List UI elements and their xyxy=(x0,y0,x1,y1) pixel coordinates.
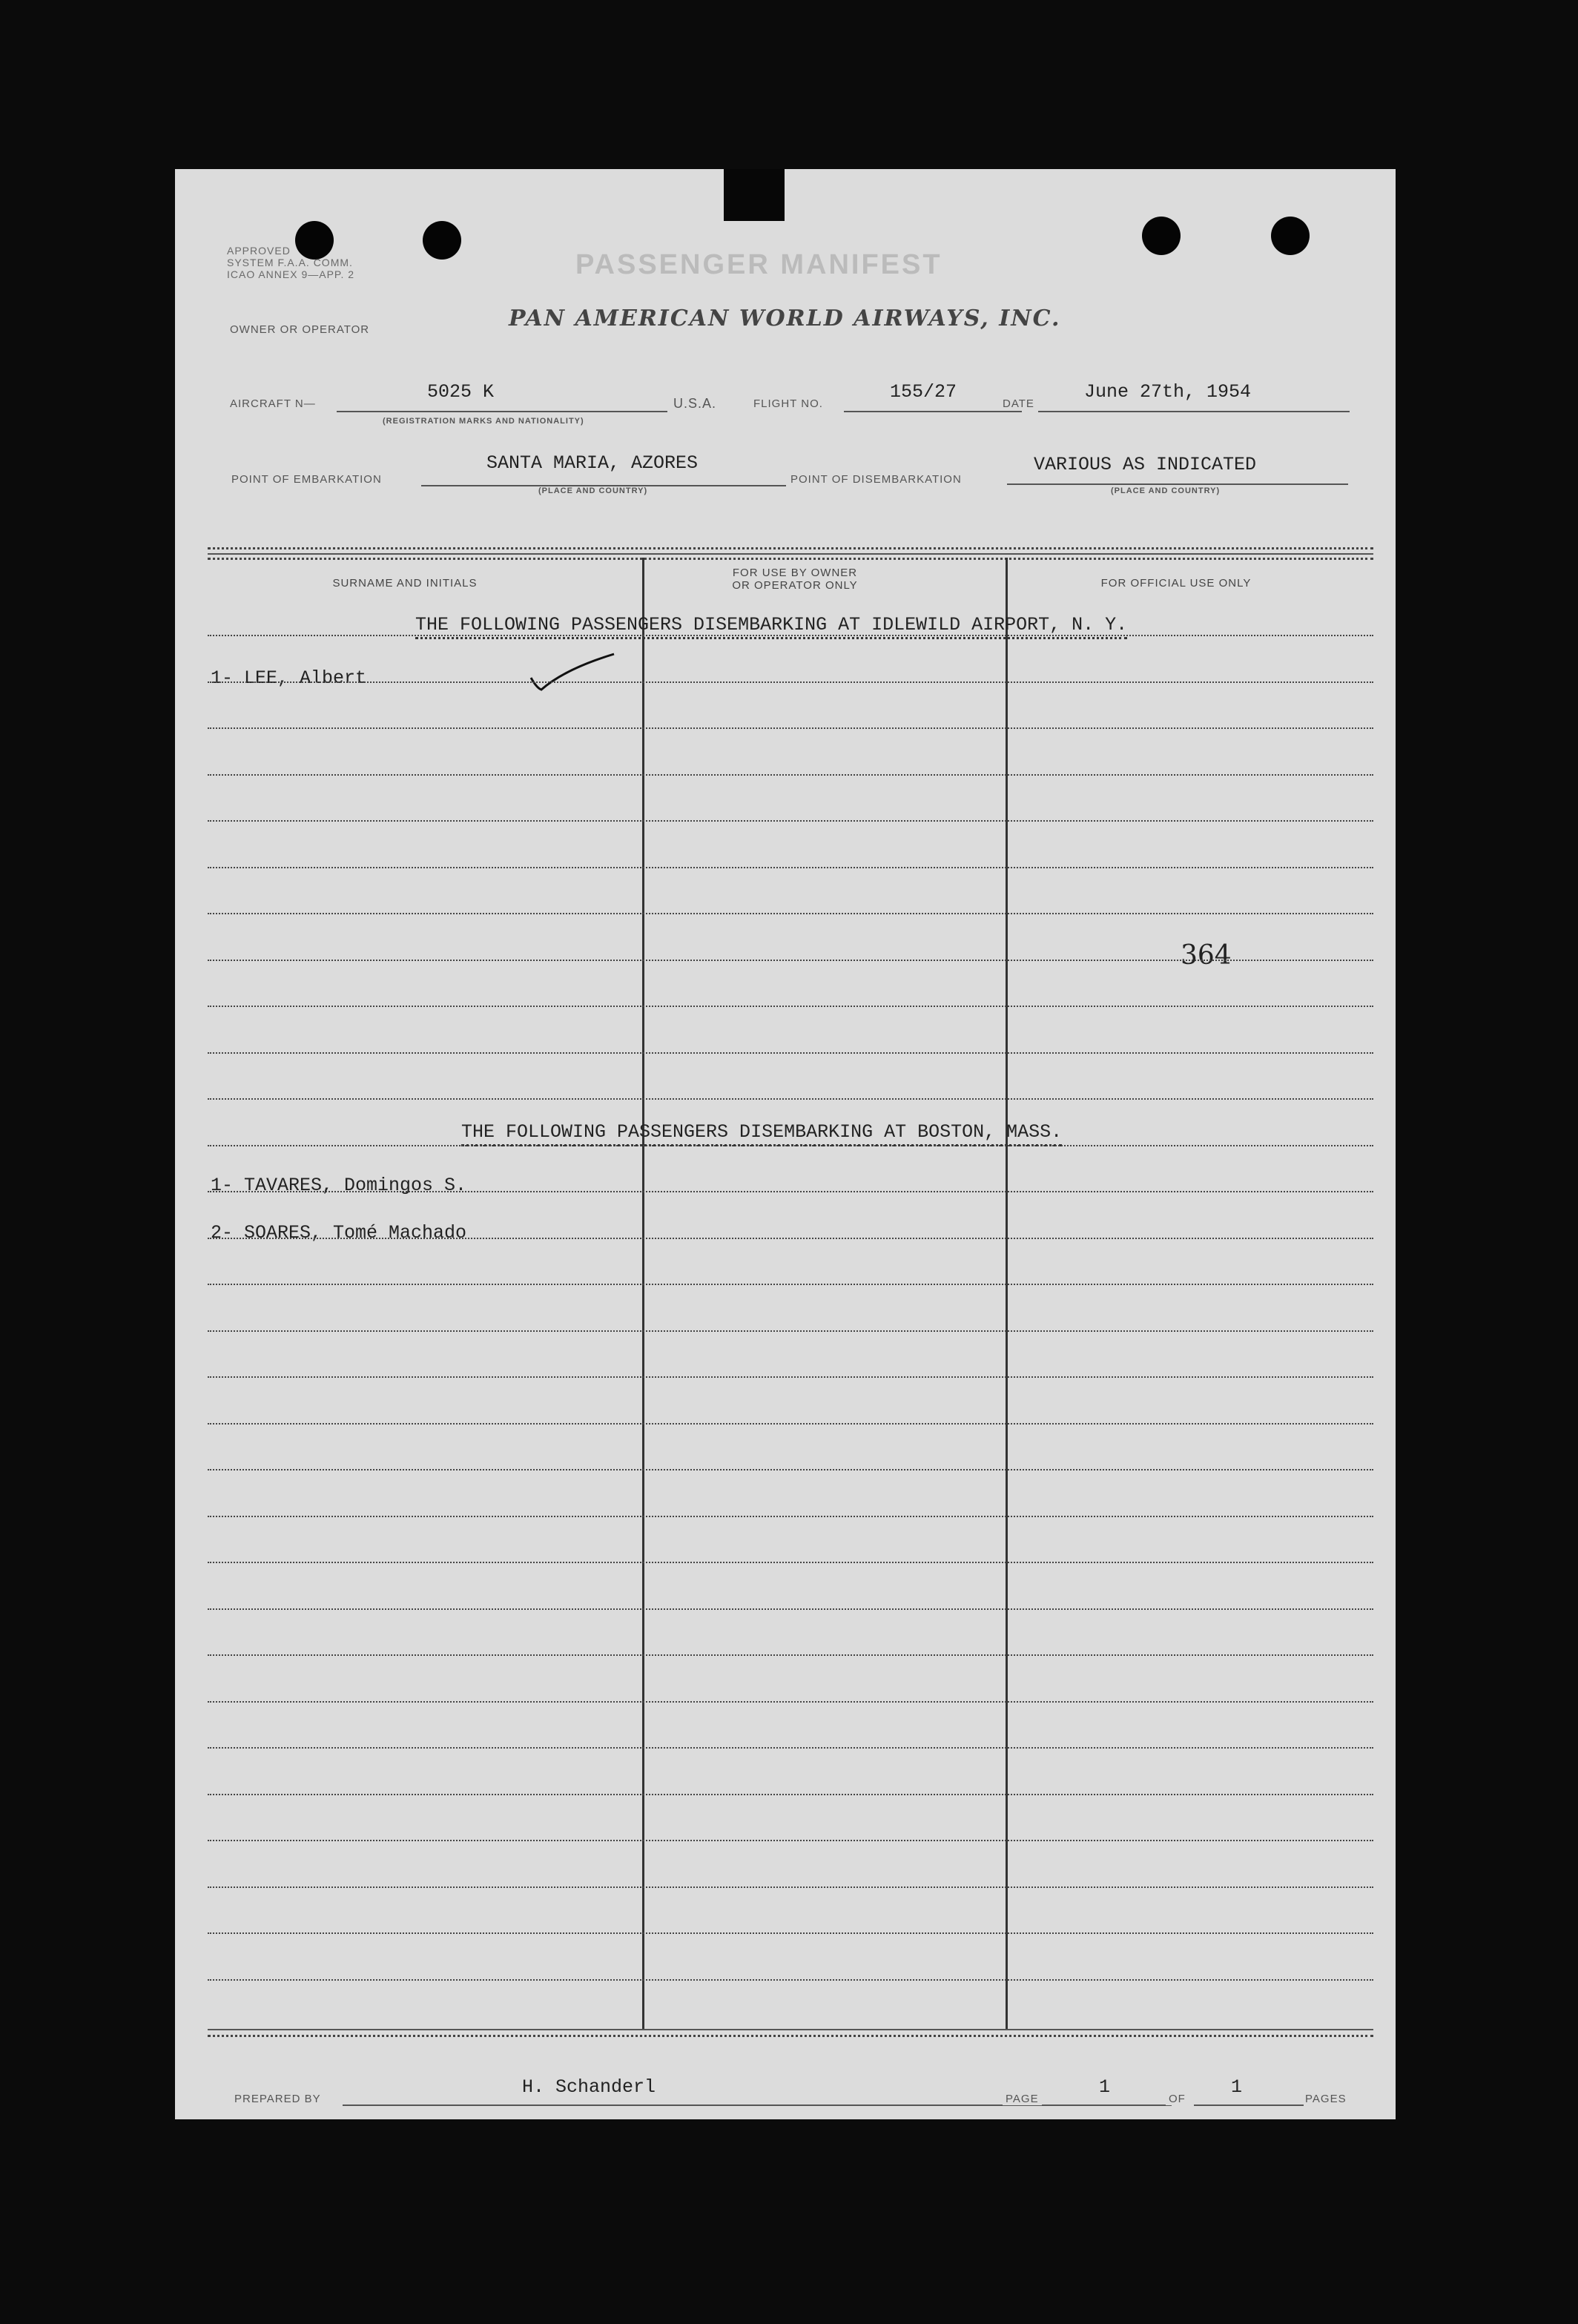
row-line xyxy=(208,727,1373,729)
punch-hole xyxy=(423,221,461,260)
usa-label: U.S.A. xyxy=(673,396,717,411)
section-heading-boston: THE FOLLOWING PASSENGERS DISEMBARKING AT BOSTON, MASS. xyxy=(461,1121,1062,1143)
passenger-row: 1- TAVARES, Domingos S. xyxy=(211,1175,467,1196)
row-line xyxy=(208,1098,1373,1100)
row-line xyxy=(208,774,1373,776)
embarkation-label: POINT OF EMBARKATION xyxy=(231,473,382,486)
row-line xyxy=(208,1191,1373,1192)
paper-notch xyxy=(724,169,785,221)
row-line xyxy=(208,820,1373,822)
page-label: PAGE xyxy=(1003,2093,1042,2105)
row-line xyxy=(208,635,1373,636)
page-value: 1 xyxy=(1099,2076,1111,2098)
row-line xyxy=(208,1608,1373,1610)
aircraft-label: AIRCRAFT N— xyxy=(230,397,316,410)
prepared-by-label: PREPARED BY xyxy=(234,2093,321,2105)
row-line xyxy=(208,1330,1373,1332)
row-line xyxy=(208,1794,1373,1795)
prepared-by-value: H. Schanderl xyxy=(522,2076,656,2098)
manifest-sheet xyxy=(175,169,1396,2119)
row-line xyxy=(208,960,1373,961)
of-label: OF xyxy=(1166,2093,1189,2105)
row-line xyxy=(208,1006,1373,1007)
row-line xyxy=(208,1376,1373,1378)
handwritten-number: 364 xyxy=(1181,940,1232,971)
date-value: June 27th, 1954 xyxy=(1084,381,1252,403)
passenger-row: 2- SOARES, Tomé Machado xyxy=(211,1222,467,1244)
punch-hole xyxy=(1271,217,1310,255)
row-line xyxy=(208,681,1373,683)
column-header-surname: SURNAME AND INITIALS xyxy=(332,577,478,590)
of-value: 1 xyxy=(1231,2076,1243,2098)
punch-hole xyxy=(1142,217,1181,255)
row-line xyxy=(208,913,1373,914)
row-line xyxy=(208,1886,1373,1888)
flight-value: 155/27 xyxy=(890,381,957,403)
approval-stamp: APPROVED SYSTEM F.A.A. COMM. ICAO ANNEX 9—APP. 2 xyxy=(227,245,355,280)
owner-name: PAN AMERICAN WORLD AIRWAYS, INC. xyxy=(509,306,1061,331)
row-line xyxy=(208,1701,1373,1703)
row-line xyxy=(208,1979,1373,1981)
date-label: DATE xyxy=(1003,397,1034,410)
column-header-owner-use: FOR USE BY OWNER OR OPERATOR ONLY xyxy=(732,567,858,592)
row-line xyxy=(208,1932,1373,1934)
pages-label: PAGES xyxy=(1305,2093,1347,2105)
aircraft-sublabel: (REGISTRATION MARKS AND NATIONALITY) xyxy=(383,417,584,426)
column-header-official: FOR OFFICIAL USE ONLY xyxy=(1100,577,1252,590)
disembarkation-sublabel: (PLACE AND COUNTRY) xyxy=(1111,486,1221,495)
row-line xyxy=(208,1516,1373,1517)
row-line xyxy=(208,1284,1373,1285)
form-title: PASSENGER MANIFEST xyxy=(575,249,942,280)
disembarkation-label: POINT OF DISEMBARKATION xyxy=(790,473,962,486)
row-line xyxy=(208,867,1373,868)
row-line xyxy=(208,1145,1373,1146)
row-line xyxy=(208,1052,1373,1054)
embarkation-value: SANTA MARIA, AZORES xyxy=(486,452,699,474)
row-line xyxy=(208,1747,1373,1749)
disembarkation-value: VARIOUS AS INDICATED xyxy=(1034,454,1257,475)
flight-label: FLIGHT NO. xyxy=(753,397,823,410)
row-line xyxy=(208,1423,1373,1425)
section-heading-idlewild: THE FOLLOWING PASSENGERS DISEMBARKING AT IDLEWILD AIRPORT, N. Y. xyxy=(415,614,1127,636)
row-line xyxy=(208,1469,1373,1470)
row-line xyxy=(208,1562,1373,1563)
row-line xyxy=(208,1840,1373,1841)
owner-label: OWNER OR OPERATOR xyxy=(230,323,370,336)
row-line xyxy=(208,1654,1373,1656)
row-line xyxy=(208,1238,1373,1239)
aircraft-value: 5025 K xyxy=(427,381,495,403)
check-mark xyxy=(528,653,617,697)
embarkation-sublabel: (PLACE AND COUNTRY) xyxy=(538,486,648,495)
passenger-row: 1- LEE, Albert xyxy=(211,667,367,689)
